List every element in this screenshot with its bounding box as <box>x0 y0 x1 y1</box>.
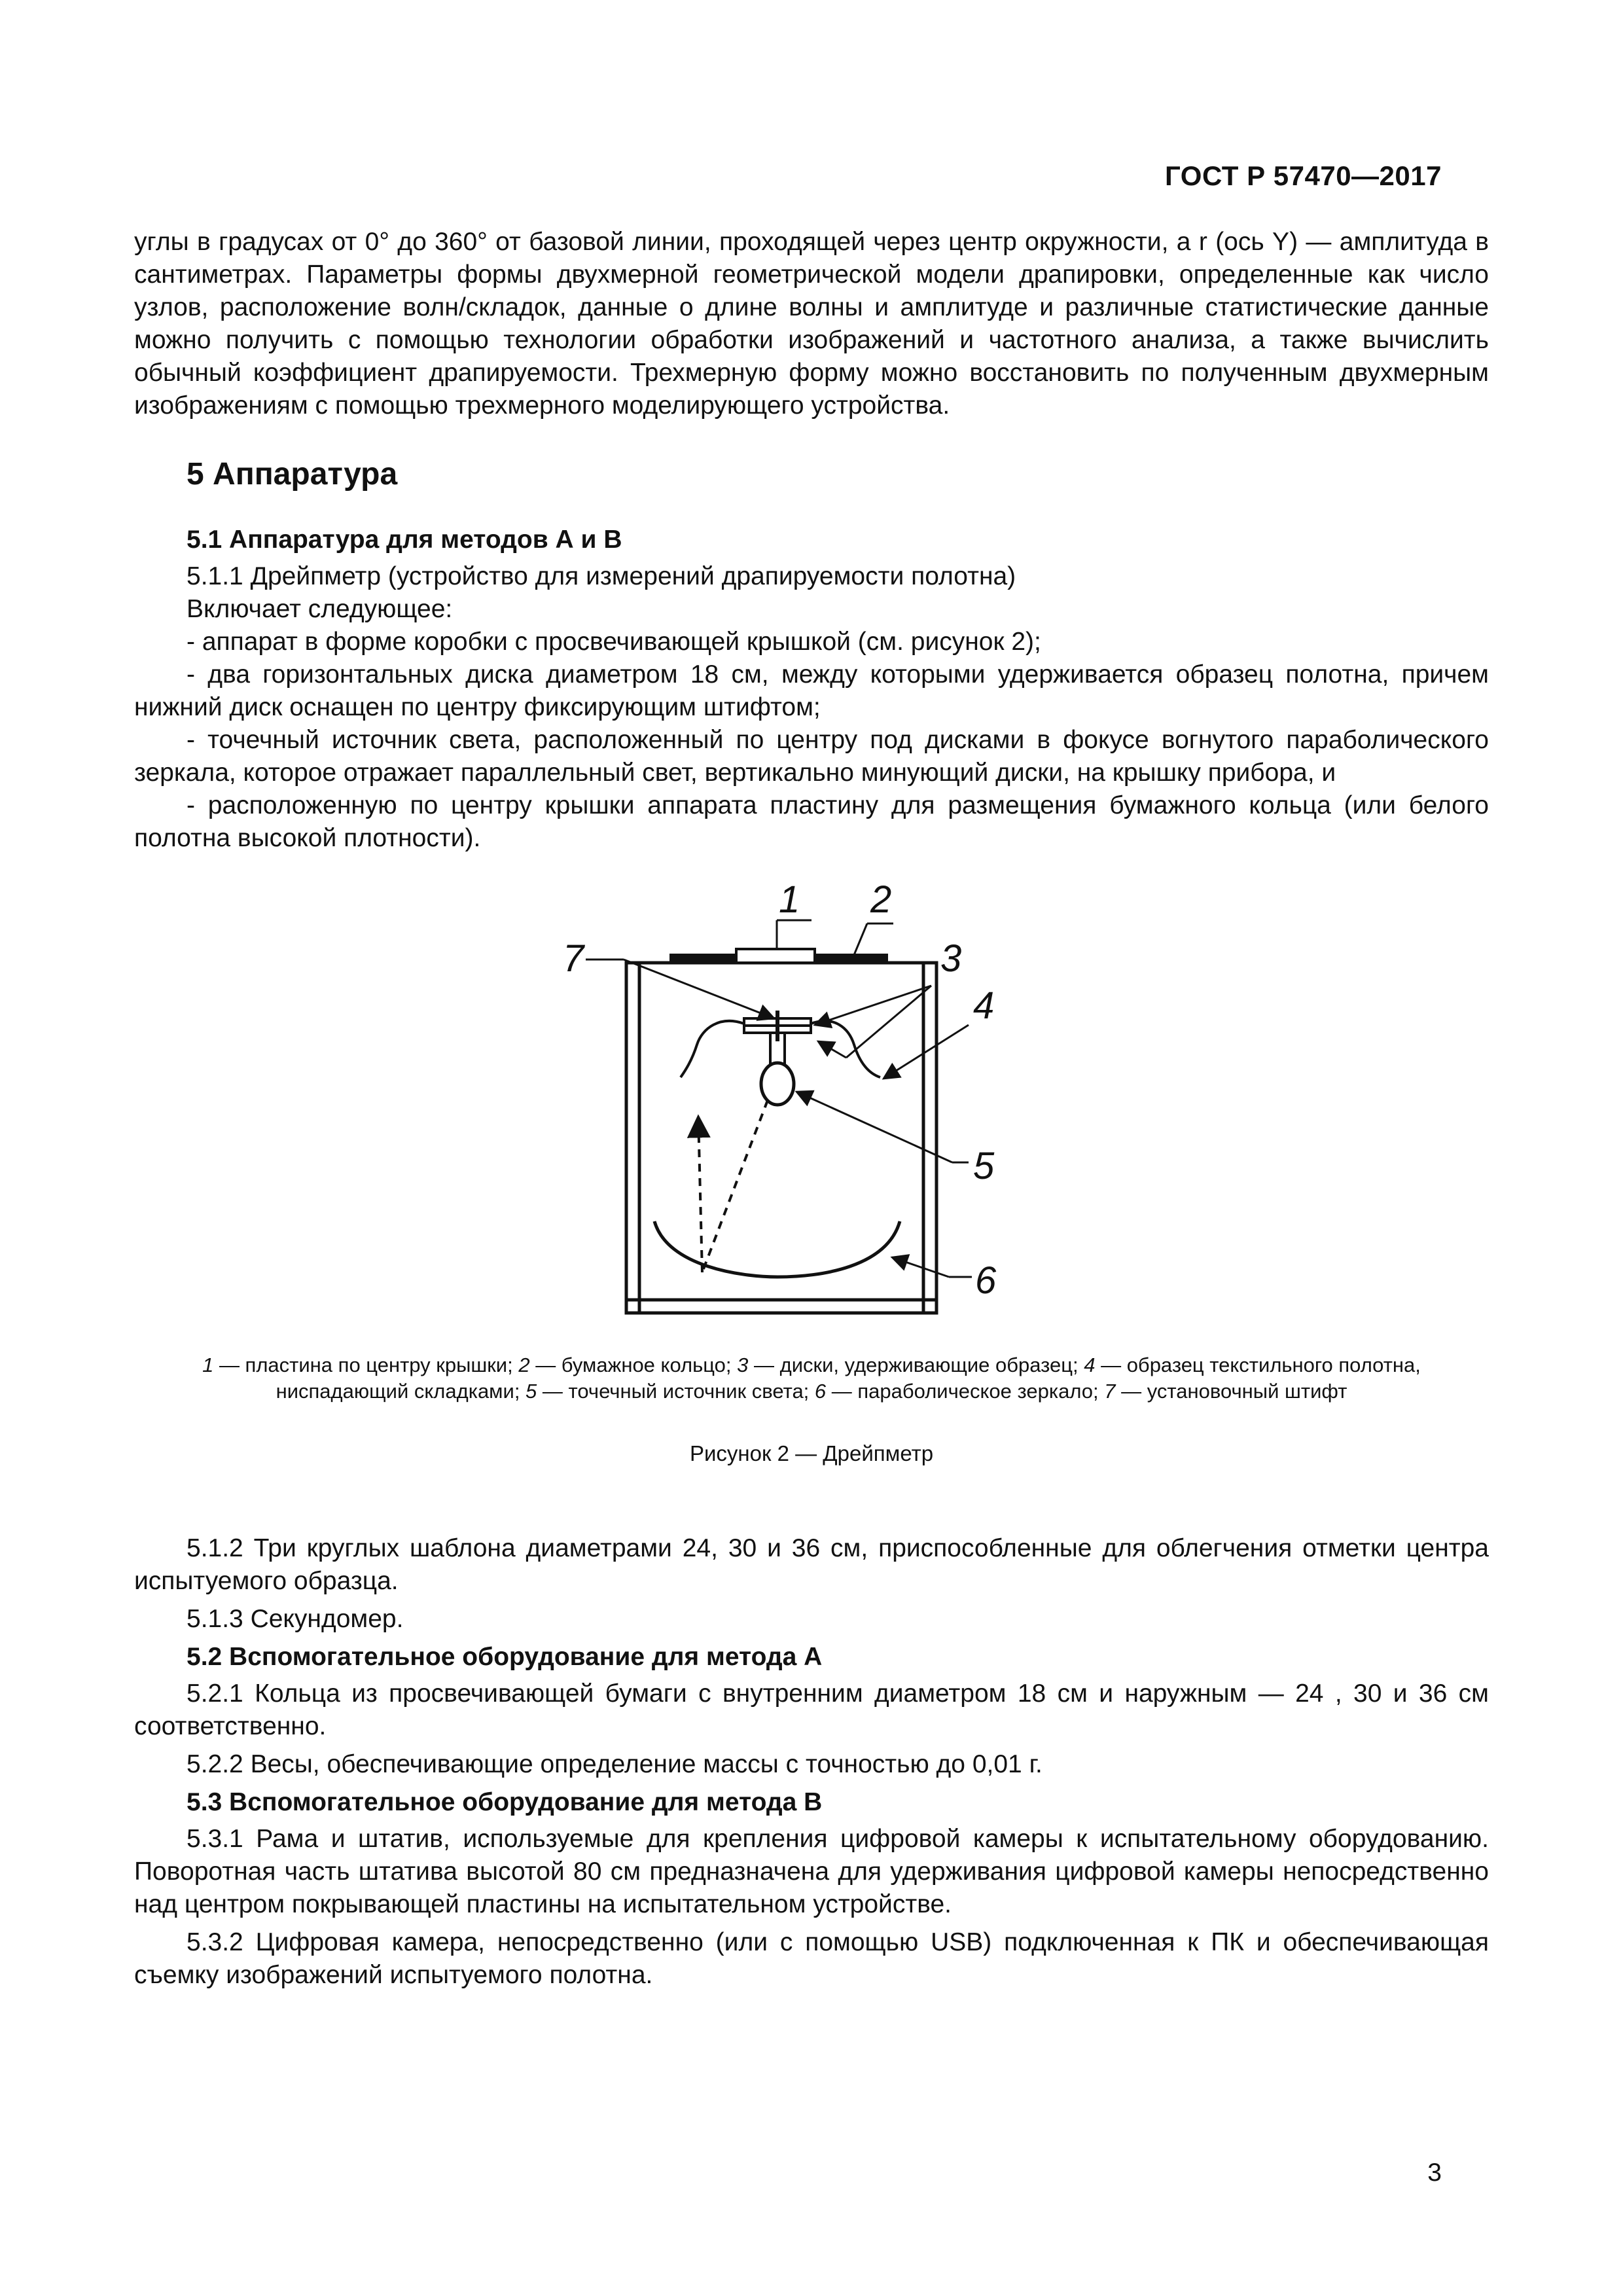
page-content <box>134 226 1489 1992</box>
sample-discs <box>744 1011 811 1067</box>
figure-title: Рисунок 2 — Дрейпметр <box>689 1441 934 1465</box>
section-5-heading: 5 Аппаратура <box>187 457 398 492</box>
list-item: - расположенную по центру крышки аппарата пластину для размещения бумажного кольца (или белого полотна высокой плотности). <box>134 791 1489 852</box>
light-rays <box>698 1100 768 1272</box>
paragraph-5-1-3: 5.1.3 Секундомер. <box>187 1605 404 1633</box>
paragraph-5-1-1: 5.1.1 Дрейпметр (устройство для измерений драпируемости полотна) <box>187 562 1016 590</box>
callout-6: 6 <box>975 1259 997 1302</box>
box-body <box>626 963 936 1313</box>
paragraph-5-3-2: 5.3.2 Цифровая камера, непосредственно (или с помощью USB) подключенная к ПК и обеспечивающая съемку изображений испытуемого полотна. <box>134 1928 1489 1989</box>
callout-5: 5 <box>973 1145 995 1187</box>
callout-2: 2 <box>870 881 892 921</box>
paragraph-5-1-2: 5.1.2 Три круглых шаблона диаметрами 24, 30 и 36 см, приспособленные для облегчения отметки центра испытуемого образца. <box>134 1534 1489 1595</box>
paragraph-5-3-1: 5.3.1 Рама и штатив, используемые для крепления цифровой камеры к испытательному оборудованию. Поворотная часть штатива высотой 80 см предназначена для удерживания цифровой камеры непосредственно над центром покрывающей пластины на испытательном устройстве. <box>134 1825 1489 1918</box>
list-item: - точечный источник света, расположенный по центру под дисками в фокусе вогнутого параболического зеркала, которое отражает параллельный свет, вертикально минующий диски, на крышку прибора, и <box>134 726 1489 787</box>
callout-7: 7 <box>563 937 584 980</box>
list-item: - аппарат в форме коробки с просвечивающей крышкой (см. рисунок 2); <box>187 628 1041 656</box>
drapemeter-figure <box>134 881 1489 1352</box>
callout-1: 1 <box>779 881 800 921</box>
subsection-5-2-heading: 5.2 Вспомогательное оборудование для метода А <box>187 1643 823 1671</box>
callout-4: 4 <box>973 984 995 1027</box>
list-item: - два горизонтальных диска диаметром 18 см, между которыми удерживается образец полотна, причем нижний диск оснащен по центру фиксирующим штифтом; <box>134 660 1489 721</box>
standard-header: ГОСТ Р 57470—2017 <box>1165 160 1442 191</box>
intro-paragraph: углы в градусах от 0° до 360° от базовой линии, проходящей через центр окружности, а r (ось Y) — амплитуда в сантиметрах. Параметры формы двухмерной геометрической модели драпировки, определенные как число узлов, расположение волн/складок, данные о длине волны и амплитуде и различные статистические данные можно получить с помощью технологии обработки изображений и частотного анализа, а также вычислить обычный коэффициент драпируемости. Трехмерную форму можно восстановить по полученным двухмерным изображениям с помощью трехмерного моделирующего устройства. <box>134 228 1489 420</box>
includes-line: Включает следующее: <box>187 595 453 623</box>
parabolic-mirror <box>654 1221 900 1277</box>
drapemeter-diagram <box>134 881 1489 1352</box>
subsection-5-3-heading: 5.3 Вспомогательное оборудование для метода В <box>187 1788 823 1816</box>
subsection-5-1-heading: 5.1 Аппаратура для методов А и В <box>187 526 622 554</box>
callout-3: 3 <box>940 937 962 980</box>
paragraph-5-2-1: 5.2.1 Кольца из просвечивающей бумаги с внутренним диаметром 18 см и наружным — 24 , 30 и 36 см соответственно. <box>134 1679 1489 1740</box>
page-number: 3 <box>1427 2159 1442 2187</box>
figure-legend: 1 — пластина по центру крышки; 2 — бумажное кольцо; 3 — диски, удерживающие образец; 4 — образец текстильного полотна, ниспадающий складками; 5 — точечный источник света; 6 — параболическое зеркало; 7 — установочный штифт <box>202 1354 1421 1403</box>
lid-plate <box>671 949 887 963</box>
light-source <box>761 1063 794 1105</box>
paragraph-5-2-2: 5.2.2 Весы, обеспечивающие определение массы с точностью до 0,01 г. <box>187 1750 1043 1778</box>
